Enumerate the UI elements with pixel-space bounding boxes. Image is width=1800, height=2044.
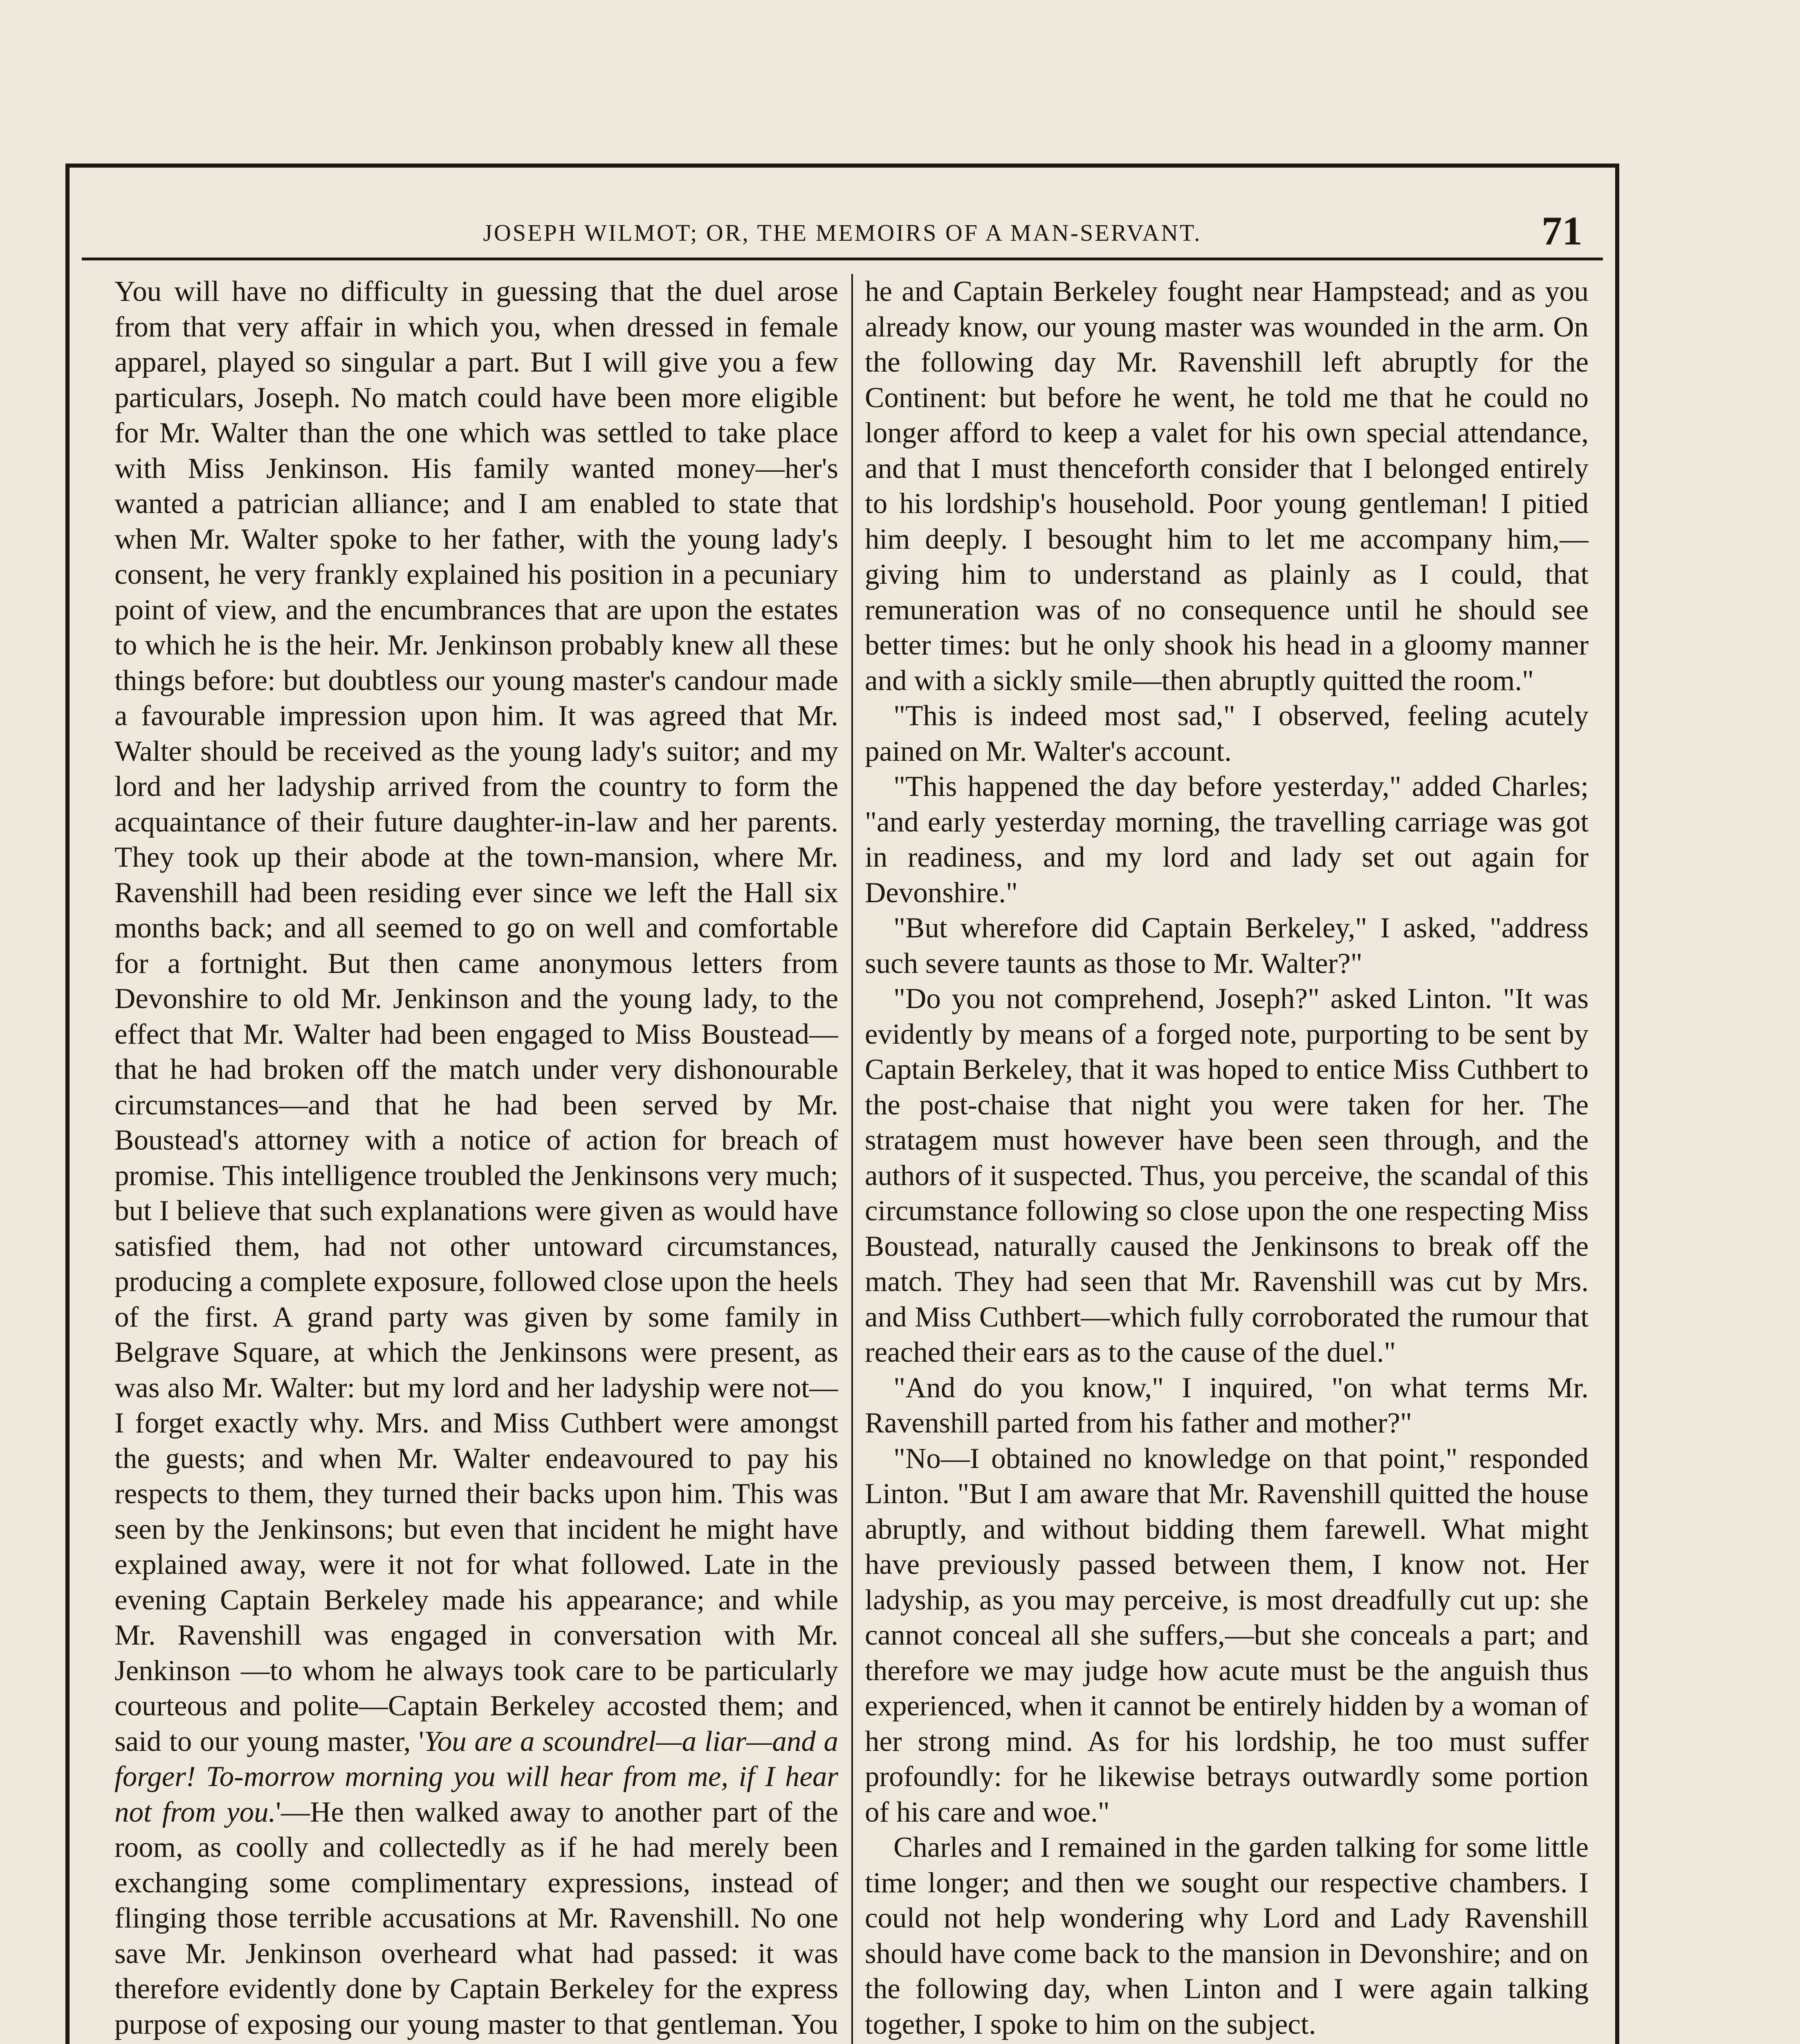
header-rule	[82, 258, 1603, 260]
left-paragraph-1-text-b: '—He then walked away to another part of the room, as coolly and collectedly as if he had merely been exchanging some complimentary expressions, instead of flinging those terrible accusations at Mr. Ravenshill. No one save Mr. Jenkinson overheard what had passed: it was therefore evidently done by Captain Berkeley for the express purpose of exposing our young master to that gentleman. You	[114, 1796, 838, 2040]
right-column	[865, 274, 1589, 2044]
right-paragraph-6: "And do you know," I inquired, "on what terms Mr. Ravenshill parted from his father and mother?"	[865, 1372, 1589, 1439]
right-paragraph-2: "This is indeed most sad," I observed, feeling acutely pained on Mr. Walter's account.	[865, 700, 1589, 767]
left-paragraph-1	[114, 274, 838, 2044]
page-number: 71	[1542, 208, 1582, 253]
right-paragraph-4: "But wherefore did Captain Berkeley," I asked, "address such severe taunts as those to Mr. Walter?"	[865, 912, 1589, 979]
column-divider	[851, 274, 853, 2044]
left-paragraph-1-italic-quote: You are a scoundrel—a liar—and a forger! To-morrow morning you will hear from me, if I hear not from you.	[114, 1725, 838, 1828]
right-paragraph-9	[865, 2042, 1589, 2044]
right-paragraph-5: "Do you not comprehend, Joseph?" asked Linton. "It was evidently by means of a forged note, purporting to be sent by Captain Berkeley, that it was hoped to entice Miss Cuthbert to the post-chaise that night you were taken for her. The stratagem must however have been seen through, and the authors of it suspected. Thus, you perceive, the scandal of this circumstance following so close upon the one respecting Miss Boustead, naturally caused the Jenkinsons to break off the match. They had seen that Mr. Ravenshill was cut by Mrs. and Miss Cuthbert—which fully corroborated the rumour that reached their ears as to the cause of the duel."	[865, 983, 1589, 1368]
right-paragraph-8: Charles and I remained in the garden talking for some little time longer; and then we sought our respective chambers. I could not help wondering why Lord and Lady Ravenshill should have come back to the mansion in Devonshire; and on the following day, when Linton and I were again talking together, I spoke to him on the subject.	[865, 1831, 1589, 2040]
right-paragraph-7: "No—I obtained no knowledge on that point," responded Linton. "But I am aware that Mr. Ravenshill quitted the house abruptly, and without bidding them farewell. What might have previously passed between them, I know not. Her ladyship, as you may perceive, is most dreadfully cut up: she cannot conceal all she suffers,—but she conceals a part; and therefore we may judge how acute must be the anguish thus experienced, when it cannot be entirely hidden by a woman of her strong mind. As for his lordship, he too must suffer profoundly: for he likewise betrays outwardly some portion of his care and woe."	[865, 1442, 1589, 1828]
right-paragraph-1: he and Captain Berkeley fought near Hampstead; and as you already know, our young master was wounded in the arm. On the following day Mr. Ravenshill left abruptly for the Continent: but before he went, he told me that he could no longer afford to keep a valet for his own special attendance, and that I must thenceforth consider that I belonged entirely to his lordship's household. Poor young gentleman! I pitied him deeply. I besought him to let me accompany him,—giving him to understand as plainly as I could, that remuneration was of no consequence until he should see better times: but he only shook his head in a gloomy manner and with a sickly smile—then abruptly quitted the room."	[865, 276, 1589, 697]
right-paragraph-3: "This happened the day before yesterday," added Charles; "and early yesterday morning, the travelling carriage was got in readiness, and my lord and lady set out again for Devonshire."	[865, 771, 1589, 909]
running-head: JOSEPH WILMOT; OR, THE MEMOIRS OF A MAN-SERVANT.	[483, 220, 1202, 246]
left-paragraph-1-text-a: You will have no difficulty in guessing that the duel arose from that very affair in which you, when dressed in female apparel, played so singular a part. But I will give you a few particulars, Joseph. No match could have been more eligible for Mr. Walter than the one which was settled to take place with Miss Jenkinson. His family wanted money—her's wanted a patrician alliance; and I am enabled to state that when Mr. Walter spoke to her father, with the young lady's consent, he very frankly explained his position in a pecuniary point of view, and the encumbrances that are upon the estates to which he is the heir. Mr. Jenkinson probably knew all these things before: but doubtless our young master's candour made a favourable impression upon him. It was agreed that Mr. Walter should be received as the young lady's suitor; and my lord and her ladyship arrived from the country to form the acquaintance of their future daughter-in-law and her parents. They took up their abode at the town-mansion, where Mr. Ravenshill had been residing ever since we left the Hall six months back; and all seemed to go on well and comfortable for a fortnight. But then came anonymous letters from Devonshire to old Mr. Jenkinson and the young lady, to the effect that Mr. Walter had been engaged to Miss Boustead—that he had broken off the match under very dishonourable circumstances—and that he had been served by Mr. Boustead's attorney with a notice of action for breach of promise. This intelligence troubled the Jenkinsons very much; but I believe that such explanations were given as would have satisfied them, had not other untoward circumstances, producing a complete exposure, followed close upon the heels of the first. A grand party was given by some family in Belgrave Square, at which the Jenkinsons were present, as was also Mr. Walter: but my lord and her ladyship were not—I forget exactly why. Mrs. and Miss Cuthbert were amongst the guests; and when Mr. Walter endeavoured to pay his respects to them, they turned their backs upon him. This was seen by the Jenkinsons; but even that incident he might have explained away, were it not for what followed. Late in the evening Captain Berkeley made his appearance; and while Mr. Ravenshill was engaged in conversation with Mr. Jenkinson —to whom he always took care to be particularly courteous and polite—Captain Berkeley accosted them; and said to our young master, '	[114, 276, 838, 1757]
left-column	[114, 274, 838, 2044]
